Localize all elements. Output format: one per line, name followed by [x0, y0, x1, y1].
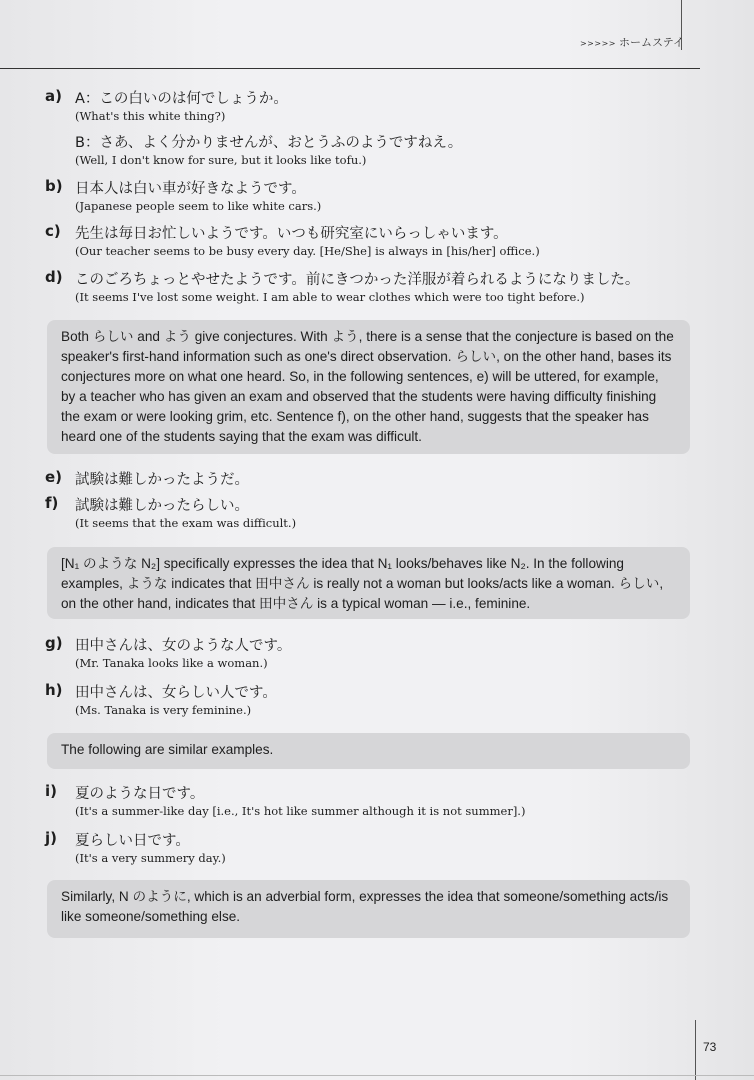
example-japanese: B：さあ、よく分かりませんが、おとうふのようですねえ。: [75, 135, 463, 151]
section-title: [580, 34, 684, 50]
explanation-box-3: [47, 733, 690, 769]
example-label: e): [45, 468, 63, 486]
example-label: c): [45, 222, 61, 240]
example-japanese: 先生は毎日お忙しいようです。いつも研究室にいらっしゃいます。: [75, 226, 508, 242]
explanation-box-1: [47, 320, 690, 454]
example-japanese: 夏のような日です。: [75, 786, 205, 802]
example-label: i): [45, 782, 57, 800]
explanation-text: The following are similar examples.: [61, 742, 274, 757]
example-label: g): [45, 634, 63, 652]
example-english: (It seems that the exam was difficult.): [75, 516, 297, 530]
example-japanese: このごろちょっとやせたようです。前にきつかった洋服が着られるようになりました。: [75, 272, 640, 288]
example-english: (Our teacher seems to be busy every day. [He/She] is always in [his/her] office.): [75, 244, 540, 258]
example-japanese: 夏らしい日です。: [75, 833, 190, 849]
example-japanese: 日本人は白い車が好きなようです。: [75, 181, 306, 197]
example-japanese: A：この白いのは何でしょうか。: [75, 91, 288, 107]
example-label: f): [45, 494, 59, 512]
header-rule: [0, 68, 700, 69]
example-japanese: 田中さんは、女らしい人です。: [75, 685, 277, 701]
example-japanese: 試験は難しかったようだ。: [75, 472, 249, 488]
page-header: [0, 0, 754, 70]
header-arrows: >>>>>: [579, 39, 616, 48]
explanation-box-2: [47, 547, 690, 619]
explanation-text: Similarly, N のように, which is an adverbial form, expresses the idea that someone/something acts/is like someone/something else.: [61, 889, 669, 924]
example-english: (It's a summer-like day [i.e., It's hot like summer although it is not summer].): [75, 804, 526, 818]
example-english: (What's this white thing?): [75, 109, 226, 123]
example-english: (Japanese people seem to like white cars.): [75, 199, 322, 213]
example-japanese: 試験は難しかったらしい。: [75, 498, 249, 514]
example-english: (It's a very summery day.): [75, 851, 226, 865]
page-number: 73: [703, 1040, 717, 1054]
example-label: a): [45, 87, 62, 105]
example-label: b): [45, 177, 63, 195]
example-label: d): [45, 268, 63, 286]
example-english: (Mr. Tanaka looks like a woman.): [75, 656, 268, 670]
page-number-divider: [695, 1020, 696, 1080]
example-label: h): [45, 681, 63, 699]
explanation-text: [N₁ のような N₂] specifically expresses the idea that N₁ looks/behaves like N₂. In the following examples, ような indicates that 田中さん is really not a woman but looks/acts like a woman. らしい, on the other hand, indicates that 田中さん is a typical woman — i.e., feminine.: [61, 556, 664, 611]
example-english: (It seems I've lost some weight. I am able to wear clothes which were too tight before.): [75, 290, 585, 304]
header-section: ホームステイ: [618, 36, 684, 49]
bottom-edge: [0, 1075, 754, 1076]
example-english: (Ms. Tanaka is very feminine.): [75, 703, 252, 717]
explanation-box-4: [47, 880, 690, 938]
example-japanese: 田中さんは、女のような人です。: [75, 638, 292, 654]
example-english: (Well, I don't know for sure, but it looks like tofu.): [75, 153, 367, 167]
example-label: j): [45, 829, 57, 847]
explanation-text: Both らしい and よう give conjectures. With よう, there is a sense that the conjecture is based on the speaker's first-hand information such as one's direct observation. らしい, on the other hand, bases its conjectures more on what one heard. So, in the following sentences, e) will be uttered, for example, by a teacher who has given an exam and observed that the students were having difficulty finishing the exam or were looking grim, etc. Sentence f), on the other hand, suggests that the speaker has heard one of the students saying that the exam was difficult.: [61, 329, 674, 444]
